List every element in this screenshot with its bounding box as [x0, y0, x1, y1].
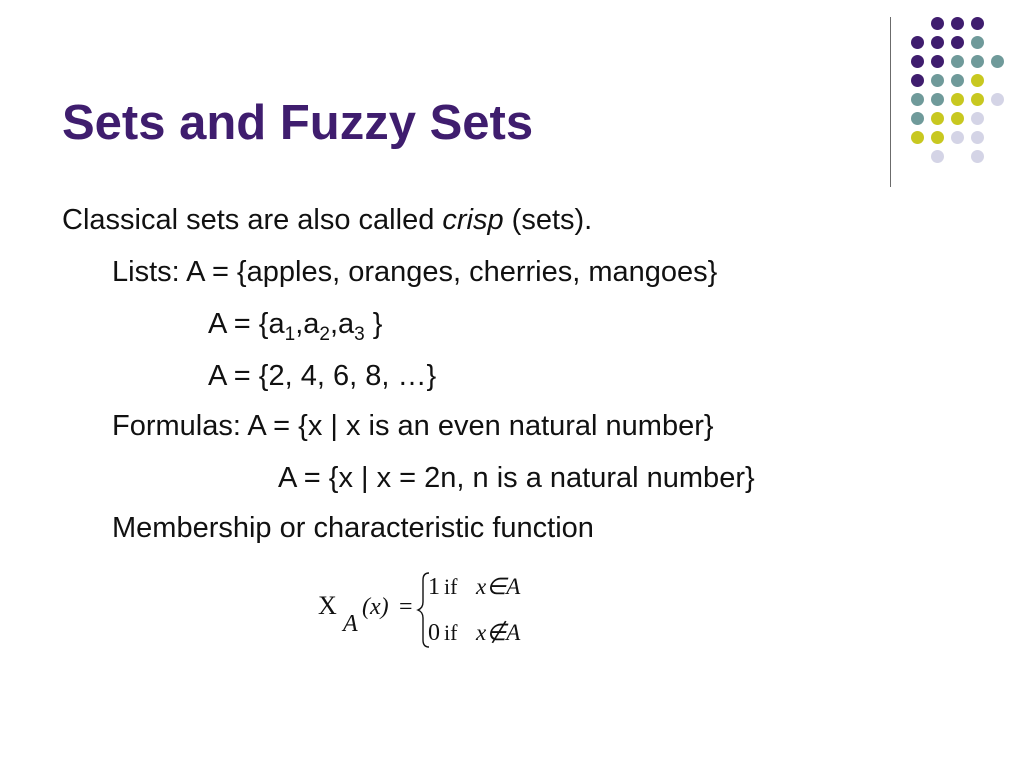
- logo-dot: [971, 93, 984, 106]
- logo-dot: [971, 74, 984, 87]
- subscript-3: 3: [354, 323, 365, 345]
- function-argument: (x): [362, 594, 389, 620]
- intro-suffix: (sets).: [503, 204, 593, 236]
- case-1-value: 1: [428, 574, 440, 600]
- case-1-condition: x∈A: [476, 574, 521, 599]
- case-1-if: if: [444, 574, 458, 599]
- subscript-sep-1: ,a: [295, 308, 320, 340]
- subscript-prefix: A = {a: [208, 308, 285, 340]
- subscript-1: 1: [284, 323, 296, 345]
- logo-dot: [971, 36, 984, 49]
- lists-line: Lists: A = {apples, oranges, cherries, mangoes}: [112, 256, 718, 288]
- logo-dot: [971, 131, 984, 144]
- logo-dot: [951, 112, 964, 125]
- logo-dot: [931, 36, 944, 49]
- logo-dot: [971, 17, 984, 30]
- logo-dot: [951, 93, 964, 106]
- intro-prefix: Classical sets are also called: [62, 204, 443, 236]
- logo-dot: [991, 93, 1004, 106]
- logo-dot: [951, 131, 964, 144]
- slide-title: Sets and Fuzzy Sets: [62, 96, 534, 150]
- characteristic-function-formula: [310, 570, 550, 650]
- case-2-condition: x∉A: [476, 620, 521, 645]
- logo-dot: [911, 93, 924, 106]
- logo-dot: [971, 150, 984, 163]
- logo-dot: [931, 112, 944, 125]
- intro-line: [62, 200, 592, 240]
- subscript-2: 2: [319, 323, 330, 345]
- subscript-sep-2: ,a: [329, 308, 355, 340]
- logo-dot: [911, 74, 924, 87]
- logo-dot: [951, 36, 964, 49]
- case-2-if: if: [444, 620, 458, 645]
- title-divider: [890, 17, 891, 187]
- logo-dot: [931, 150, 944, 163]
- logo-dot: [911, 131, 924, 144]
- logo-dot: [971, 112, 984, 125]
- logo-dot: [931, 17, 944, 30]
- membership-line: Membership or characteristic function: [112, 512, 594, 544]
- formula-2-line: A = {x | x = 2n, n is a natural number}: [278, 462, 755, 494]
- logo-dot: [951, 17, 964, 30]
- subscript-set-line: [208, 304, 382, 344]
- logo-dot: [991, 55, 1004, 68]
- logo-dot: [931, 55, 944, 68]
- equals-sign: =: [399, 594, 413, 620]
- logo-dot: [911, 36, 924, 49]
- logo-dot: [931, 74, 944, 87]
- logo-dot: [911, 112, 924, 125]
- logo-dot: [971, 55, 984, 68]
- logo-dot: [951, 55, 964, 68]
- formulas-line: Formulas: A = {x | x is an even natural number}: [112, 410, 714, 442]
- subscript-suffix: }: [364, 308, 383, 340]
- crisp-term: crisp: [442, 204, 504, 236]
- logo-dot: [951, 74, 964, 87]
- logo-dot: [911, 55, 924, 68]
- logo-dot: [931, 131, 944, 144]
- chi-subscript: A: [343, 611, 358, 637]
- case-2-value: 0: [428, 620, 440, 646]
- chi-symbol: X: [318, 591, 337, 620]
- numbers-set-line: A = {2, 4, 6, 8, …}: [208, 360, 437, 392]
- logo-dot: [931, 93, 944, 106]
